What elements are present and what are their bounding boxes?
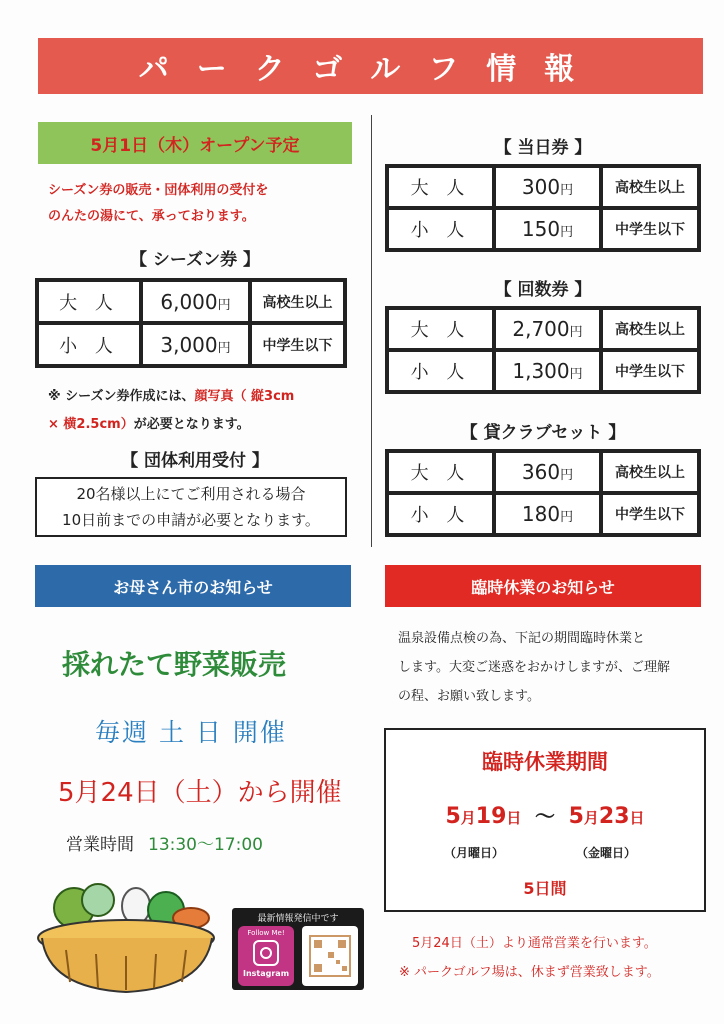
price-note: 中学生以下 bbox=[601, 208, 699, 250]
weekly-schedule: 毎週 土 日 開催 bbox=[95, 718, 287, 747]
market-start-date: 5月24日（土）から開催 bbox=[58, 778, 342, 808]
instagram-card[interactable] bbox=[232, 908, 364, 990]
table-row bbox=[37, 280, 345, 323]
closure-period-title: 臨時休業期間 bbox=[482, 750, 608, 774]
group-line-2: 10日前までの申請が必要となります。 bbox=[62, 511, 320, 529]
price-note: 高校生以上 bbox=[250, 280, 345, 323]
column-divider bbox=[371, 115, 372, 547]
photo-requirement-note: ※ シーズン券作成には、顔写真（ 縦3cm × 横2.5cm）が必要となります。 bbox=[48, 389, 295, 432]
qr-code-icon bbox=[302, 926, 358, 986]
price-amount: 3,000円 bbox=[141, 323, 250, 366]
price-note: 高校生以上 bbox=[601, 308, 699, 350]
closure-from-weekday: （月曜日） bbox=[444, 846, 505, 860]
closure-period-box bbox=[384, 728, 706, 912]
group-line-1: 20名様以上にてご利用される場合 bbox=[76, 485, 306, 503]
table-row bbox=[387, 451, 699, 493]
price-label: 大 人 bbox=[387, 166, 494, 208]
price-label: 小 人 bbox=[387, 493, 494, 535]
table-row bbox=[387, 208, 699, 250]
price-label: 小 人 bbox=[387, 208, 494, 250]
closure-header: 臨時休業のお知らせ bbox=[385, 565, 701, 607]
price-label: 小 人 bbox=[37, 323, 141, 366]
day-ticket-title: 【 当日券 】 bbox=[494, 138, 592, 158]
camera-icon bbox=[253, 940, 279, 966]
price-note: 高校生以上 bbox=[601, 166, 699, 208]
coupon-title: 【 回数券 】 bbox=[494, 280, 592, 300]
season-ticket-notice bbox=[48, 178, 268, 230]
day-ticket-table bbox=[385, 164, 701, 252]
price-amount: 150円 bbox=[494, 208, 601, 250]
table-row bbox=[37, 323, 345, 366]
table-row bbox=[387, 493, 699, 535]
price-amount: 300円 bbox=[494, 166, 601, 208]
group-use-box bbox=[35, 477, 347, 537]
season-ticket-title: 【 シーズン券 】 bbox=[130, 250, 260, 270]
price-amount: 6,000円 bbox=[141, 280, 250, 323]
golf-open-notice: ※ パークゴルフ場は、休まず営業致します。 bbox=[399, 965, 660, 980]
season-ticket-table bbox=[35, 278, 347, 368]
season-notice-line-1: シーズン券の販売・団体利用の受付を bbox=[48, 183, 269, 198]
vegetable-sale-headline: 採れたて野菜販売 bbox=[62, 648, 287, 681]
instagram-logo: Follow Me! Instagram bbox=[238, 926, 294, 986]
hours-value: 13:30〜17:00 bbox=[148, 835, 263, 855]
price-amount: 1,300円 bbox=[494, 350, 601, 392]
price-label: 小 人 bbox=[387, 350, 494, 392]
page-title: パークゴルフ情報 bbox=[38, 38, 703, 94]
closure-to-weekday: （金曜日） bbox=[576, 846, 637, 860]
price-amount: 2,700円 bbox=[494, 308, 601, 350]
table-row bbox=[387, 350, 699, 392]
table-row bbox=[387, 166, 699, 208]
group-use-title: 【 団体利用受付 】 bbox=[121, 451, 269, 471]
price-note: 中学生以下 bbox=[250, 323, 345, 366]
instagram-caption: 最新情報発信中です bbox=[257, 914, 339, 924]
closure-description: 温泉設備点検の為、下記の期間臨時休業と します。大変ご迷惑をおかけしますが、ご理解 の程、お願い致します。 bbox=[398, 631, 670, 704]
closure-duration: 5日間 bbox=[523, 879, 567, 898]
season-notice-line-2: のんたの湯にて、承っております。 bbox=[48, 209, 255, 224]
price-label: 大 人 bbox=[387, 451, 494, 493]
price-note: 中学生以下 bbox=[601, 350, 699, 392]
coupon-table bbox=[385, 306, 701, 394]
price-note: 中学生以下 bbox=[601, 493, 699, 535]
table-row bbox=[387, 308, 699, 350]
price-amount: 180円 bbox=[494, 493, 601, 535]
resume-notice: 5月24日（土）より通常営業を行います。 bbox=[412, 936, 657, 951]
price-amount: 360円 bbox=[494, 451, 601, 493]
rental-club-title: 【 貸クラブセット 】 bbox=[460, 423, 626, 443]
market-hours bbox=[66, 830, 263, 855]
rental-club-table bbox=[385, 449, 701, 537]
closure-dates: 5月19日 〜 5月23日 bbox=[445, 804, 645, 829]
price-label: 大 人 bbox=[387, 308, 494, 350]
price-note: 高校生以上 bbox=[601, 451, 699, 493]
market-header: お母さん市のお知らせ bbox=[35, 565, 351, 607]
hours-label: 営業時間 bbox=[66, 835, 134, 855]
price-label: 大 人 bbox=[37, 280, 141, 323]
vegetable-basket-icon bbox=[36, 878, 218, 998]
opening-date-banner: 5月1日（木）オープン予定 bbox=[38, 122, 352, 164]
